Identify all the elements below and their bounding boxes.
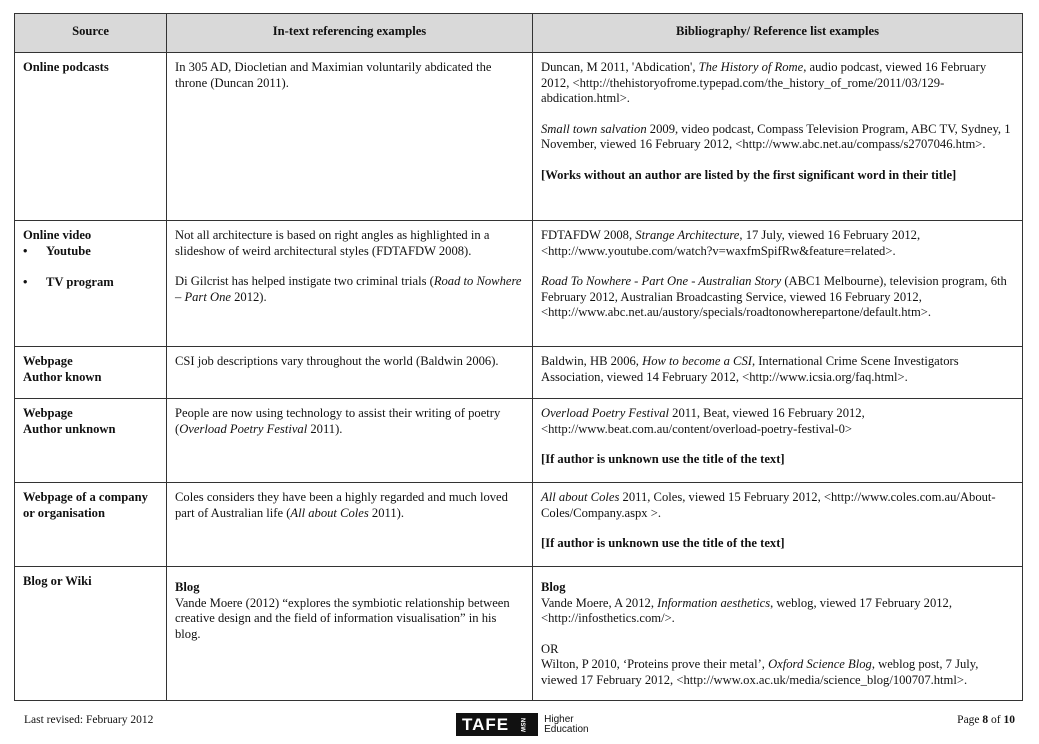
row-webpage-author-known [15, 347, 1023, 399]
source-cell: Webpage Author unknown [15, 399, 167, 483]
header-row [15, 14, 1023, 53]
bibliography-cell [533, 567, 1023, 701]
note-text: [If author is unknown use the title of the text] [541, 536, 785, 551]
intext-cell: In 305 AD, Diocletian and Maximian voluntarily abdicated the throne (Duncan 2011). [167, 53, 533, 221]
source-cell: Online video • Youtube • TV program [15, 221, 167, 347]
reference-entry: Overload Poetry Festival 2011, Beat, viewed 16 February 2012, <http://www.beat.com.au/content/overload-poetry-festival-0> [541, 406, 865, 436]
header-intext: In-text referencing examples [167, 14, 533, 53]
or-text: OR [541, 641, 559, 656]
intext-cell: Coles considers they have been a highly regarded and much loved part of Australian life (All about Coles 2011). [167, 483, 533, 567]
last-revised: Last revised: February 2012 [24, 714, 154, 726]
subheading: Blog [175, 580, 200, 594]
intext-cell: Not all architecture is based on right angles as highlighted in a slideshow of weird architectural styles (FDTAFDW 2008). Di Gilcrist has helped instigate two criminal trials (Road to Nowhere – Part One 2012). [167, 221, 533, 347]
row-online-video [15, 221, 1023, 347]
row-online-podcasts [15, 53, 1023, 221]
bibliography-cell [533, 483, 1023, 567]
list-item: • TV program [23, 275, 158, 291]
row-webpage-author-unknown [15, 399, 1023, 483]
reference-entry: Duncan, M 2011, 'Abdication', The History of Rome, audio podcast, viewed 16 February 2012, <http://thehistoryofrome.typepad.com/the_history_of_rome/2011/03/129-abdication.html>. [541, 60, 987, 106]
bibliography-cell [533, 347, 1023, 399]
intext-cell: Blog Vande Moere (2012) “explores the symbiotic relationship between creative design and the field of information visualisation” in his blog. [167, 567, 533, 701]
referencing-table [14, 13, 1023, 701]
reference-entry: FDTAFDW 2008, Strange Architecture, 17 July, viewed 16 February 2012, <http://www.youtube.com/watch?v=waxfmSpifRw&feature=related>. [541, 228, 921, 258]
row-webpage-company [15, 483, 1023, 567]
subheading: Blog [541, 580, 566, 594]
source-cell: Webpage of a company or organisation [15, 483, 167, 567]
source-list [23, 244, 158, 291]
reference-entry: Baldwin, HB 2006, How to become a CSI, International Crime Scene Investigators Association, viewed 14 February 2012, <http://www.icsia.org/faq.html>. [541, 354, 959, 384]
bibliography-cell [533, 53, 1023, 221]
page-number: Page 8 of 10 [957, 714, 1015, 726]
bibliography-cell [533, 399, 1023, 483]
note-text: [Works without an author are listed by the first significant word in their title] [541, 167, 957, 182]
source-cell: Webpage Author known [15, 347, 167, 399]
note-text: [If author is unknown use the title of the text] [541, 452, 785, 467]
reference-entry: Wilton, P 2010, ‘Proteins prove their metal’, Oxford Science Blog, weblog post, 7 July, viewed 17 February 2012, <http://www.ox.ac.uk/media/science_blog/100707.html>. [541, 657, 979, 687]
tafe-logo-mark: TAFE NSW [456, 713, 538, 736]
reference-entry: Small town salvation 2009, video podcast, Compass Television Program, ABC TV, Sydney, 1 November, viewed 16 February 2012, <http://www.abc.net.au/compass/s2707046.htm>. [541, 121, 1011, 152]
source-cell: Blog or Wiki [15, 567, 167, 701]
row-blog-or-wiki [15, 567, 1023, 701]
intext-cell: CSI job descriptions vary throughout the world (Baldwin 2006). [167, 347, 533, 399]
intext-cell: People are now using technology to assist their writing of poetry (Overload Poetry Festival 2011). [167, 399, 533, 483]
source-cell: Online podcasts [15, 53, 167, 221]
reference-entry: All about Coles 2011, Coles, viewed 15 February 2012, <http://www.coles.com.au/About-Coles/Company.aspx >. [541, 490, 996, 520]
reference-entry: Road To Nowhere - Part One - Australian Story (ABC1 Melbourne), television program, 6th February 2012, Australian Broadcasting Service, viewed 16 February 2012, <http://www.abc.net.au/austory/specials/roadtonowherepartone/default.htm>. [541, 274, 1007, 320]
list-item: • Youtube [23, 244, 158, 260]
reference-entry: Vande Moere, A 2012, Information aesthetics, weblog, viewed 17 February 2012, <http://infosthetics.com/>. [541, 595, 952, 626]
header-bibliography: Bibliography/ Reference list examples [533, 14, 1023, 53]
bibliography-cell [533, 221, 1023, 347]
tafe-logo [456, 713, 589, 736]
tafe-logo-text: Higher Education [544, 713, 589, 735]
header-source: Source [15, 14, 167, 53]
